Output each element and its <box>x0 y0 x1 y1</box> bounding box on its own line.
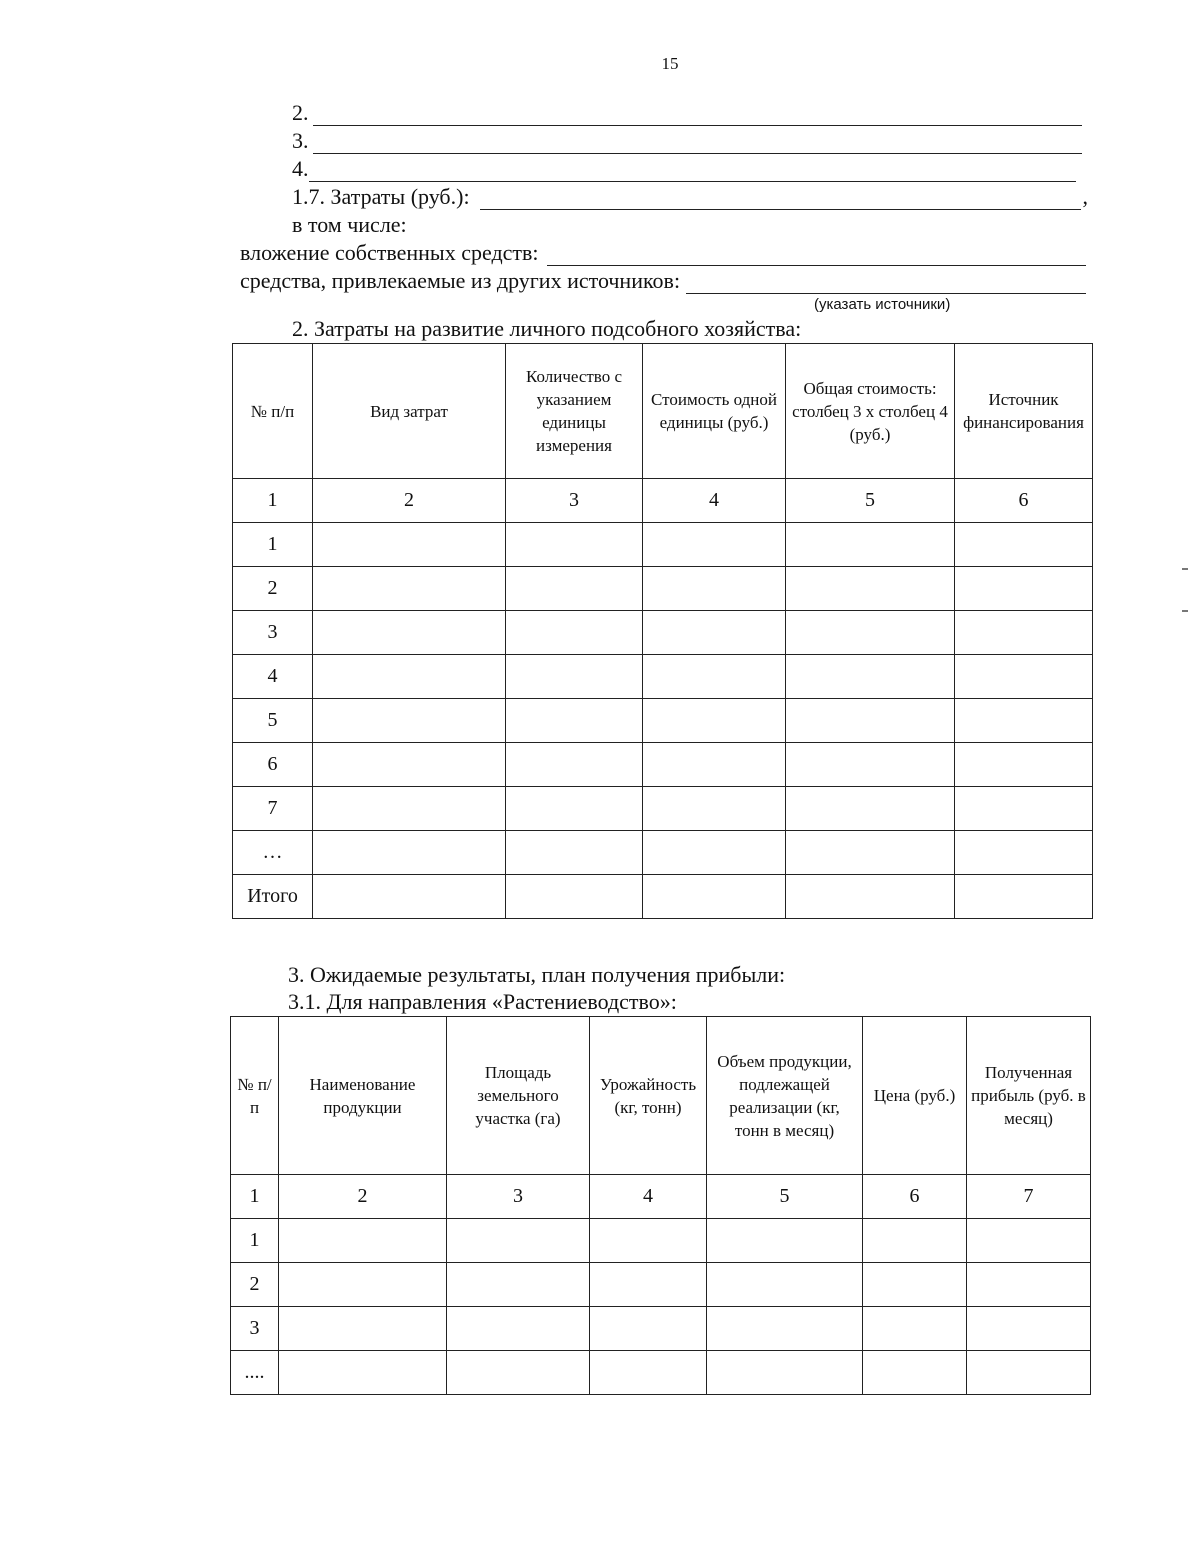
empty-cell[interactable] <box>786 523 955 567</box>
empty-cell[interactable] <box>313 831 506 875</box>
empty-cell[interactable] <box>643 655 786 699</box>
column-number-cell: 7 <box>967 1175 1091 1219</box>
empty-cell[interactable] <box>955 875 1093 919</box>
empty-cell[interactable] <box>955 611 1093 655</box>
row-number-cell: 1 <box>231 1219 279 1263</box>
table-row <box>233 787 1093 831</box>
empty-cell[interactable] <box>447 1219 590 1263</box>
empty-cell[interactable] <box>506 611 643 655</box>
header-cell: Источник финансирования <box>955 344 1093 479</box>
column-number-cell: 5 <box>786 479 955 523</box>
empty-cell[interactable] <box>313 699 506 743</box>
column-number-cell: 5 <box>707 1175 863 1219</box>
row-number-cell: 3 <box>233 611 313 655</box>
column-number-cell: 6 <box>955 479 1093 523</box>
header-cell: Наименование продукции <box>279 1017 447 1175</box>
empty-cell[interactable] <box>955 787 1093 831</box>
row-number-cell: 2 <box>233 567 313 611</box>
costs-line <box>292 184 1088 210</box>
empty-cell[interactable] <box>863 1351 967 1395</box>
crops-table <box>230 1016 1091 1395</box>
table-row <box>231 1219 1091 1263</box>
header-cell: Площадь земельного участка (га) <box>447 1017 590 1175</box>
header-cell: Полученная прибыль (руб. в месяц) <box>967 1017 1091 1175</box>
empty-cell[interactable] <box>707 1263 863 1307</box>
empty-cell[interactable] <box>643 743 786 787</box>
empty-cell[interactable] <box>279 1263 447 1307</box>
header-cell: Урожайность (кг, тонн) <box>590 1017 707 1175</box>
empty-cell[interactable] <box>447 1351 590 1395</box>
scan-mark <box>1182 610 1188 612</box>
empty-cell[interactable] <box>447 1263 590 1307</box>
other-funds-hint: (указать источники) <box>814 296 951 313</box>
column-number-cell: 4 <box>643 479 786 523</box>
empty-cell[interactable] <box>955 831 1093 875</box>
header-cell: № п/п <box>231 1017 279 1175</box>
table-row <box>231 1307 1091 1351</box>
numbered-line-2 <box>292 100 1082 126</box>
table-row <box>233 611 1093 655</box>
column-number-cell: 2 <box>279 1175 447 1219</box>
empty-cell[interactable] <box>786 831 955 875</box>
empty-cell[interactable] <box>313 875 506 919</box>
empty-cell[interactable] <box>506 875 643 919</box>
numbered-line-label: 4. <box>292 156 309 181</box>
column-number-cell: 3 <box>506 479 643 523</box>
empty-cell[interactable] <box>786 875 955 919</box>
section2-title: 2. Затраты на развитие личного подсобного хозяйства: <box>292 316 802 341</box>
table-row <box>233 655 1093 699</box>
empty-cell[interactable] <box>863 1219 967 1263</box>
column-number-cell: 3 <box>447 1175 590 1219</box>
table-row <box>233 523 1093 567</box>
empty-cell[interactable] <box>863 1263 967 1307</box>
empty-cell[interactable] <box>506 699 643 743</box>
empty-cell[interactable] <box>955 699 1093 743</box>
section31-title: 3.1. Для направления «Растениеводство»: <box>288 989 677 1014</box>
empty-cell[interactable] <box>863 1307 967 1351</box>
column-number-cell: 1 <box>233 479 313 523</box>
header-cell: Количество с указанием единицы измерения <box>506 344 643 479</box>
column-number-row <box>231 1175 1091 1219</box>
empty-cell[interactable] <box>786 611 955 655</box>
empty-cell[interactable] <box>643 567 786 611</box>
numbered-line-label: 3. <box>292 128 309 153</box>
own-funds-label: вложение собственных средств: <box>240 240 539 265</box>
empty-cell[interactable] <box>590 1351 707 1395</box>
empty-cell[interactable] <box>447 1307 590 1351</box>
table-row <box>233 831 1093 875</box>
header-cell: Стоимость одной единицы (руб.) <box>643 344 786 479</box>
column-number-row <box>233 479 1093 523</box>
costs-line-tail: , <box>1082 184 1088 209</box>
empty-cell[interactable] <box>279 1351 447 1395</box>
empty-cell[interactable] <box>707 1307 863 1351</box>
header-cell: Объем продукции, подлежащей реализации (кг, тонн в месяц) <box>707 1017 863 1175</box>
costs-table <box>232 343 1093 919</box>
empty-cell[interactable] <box>643 875 786 919</box>
empty-cell[interactable] <box>506 787 643 831</box>
empty-cell[interactable] <box>643 787 786 831</box>
blank-line <box>309 161 1077 182</box>
table-header-row <box>233 344 1093 479</box>
empty-cell[interactable] <box>506 831 643 875</box>
empty-cell[interactable] <box>786 699 955 743</box>
empty-cell[interactable] <box>955 523 1093 567</box>
numbered-line-3 <box>292 128 1082 154</box>
empty-cell[interactable] <box>786 567 955 611</box>
including-label: в том числе: <box>292 212 407 237</box>
empty-cell[interactable] <box>506 567 643 611</box>
row-number-cell: 7 <box>233 787 313 831</box>
row-number-cell: … <box>233 831 313 875</box>
table-row <box>231 1351 1091 1395</box>
empty-cell[interactable] <box>967 1219 1091 1263</box>
empty-cell[interactable] <box>590 1219 707 1263</box>
own-funds-line <box>240 240 1086 266</box>
table-row <box>233 699 1093 743</box>
empty-cell[interactable] <box>313 743 506 787</box>
empty-cell[interactable] <box>967 1351 1091 1395</box>
blank-line <box>313 105 1083 126</box>
numbered-line-label: 2. <box>292 100 309 125</box>
empty-cell[interactable] <box>707 1351 863 1395</box>
empty-cell[interactable] <box>643 611 786 655</box>
costs-line-label: 1.7. Затраты (руб.): <box>292 184 470 209</box>
row-number-cell: 6 <box>233 743 313 787</box>
table-row <box>231 1263 1091 1307</box>
empty-cell[interactable] <box>313 787 506 831</box>
column-number-cell: 1 <box>231 1175 279 1219</box>
table-total-row <box>233 875 1093 919</box>
table-row <box>233 743 1093 787</box>
other-funds-label: средства, привлекаемые из других источников: <box>240 268 681 293</box>
header-cell: Вид затрат <box>313 344 506 479</box>
empty-cell[interactable] <box>313 567 506 611</box>
row-number-cell: 1 <box>233 523 313 567</box>
empty-cell[interactable] <box>279 1307 447 1351</box>
blank-line <box>547 245 1086 266</box>
page-number: 15 <box>661 54 679 73</box>
column-number-cell: 6 <box>863 1175 967 1219</box>
header-cell: № п/п <box>233 344 313 479</box>
empty-cell[interactable] <box>643 699 786 743</box>
empty-cell[interactable] <box>786 655 955 699</box>
header-cell: Цена (руб.) <box>863 1017 967 1175</box>
other-funds-line <box>240 268 1086 294</box>
empty-cell[interactable] <box>313 611 506 655</box>
empty-cell[interactable] <box>506 523 643 567</box>
empty-cell[interactable] <box>967 1307 1091 1351</box>
empty-cell[interactable] <box>786 787 955 831</box>
row-number-cell: 2 <box>231 1263 279 1307</box>
empty-cell[interactable] <box>279 1219 447 1263</box>
empty-cell[interactable] <box>590 1307 707 1351</box>
empty-cell[interactable] <box>590 1263 707 1307</box>
empty-cell[interactable] <box>955 567 1093 611</box>
column-number-cell: 2 <box>313 479 506 523</box>
blank-line <box>686 273 1086 294</box>
empty-cell[interactable] <box>707 1219 863 1263</box>
row-number-cell: .... <box>231 1351 279 1395</box>
column-number-cell: 4 <box>590 1175 707 1219</box>
header-cell: Общая стоимость: столбец 3 х столбец 4 (руб.) <box>786 344 955 479</box>
total-label-cell: Итого <box>233 875 313 919</box>
section3-title: 3. Ожидаемые результаты, план получения прибыли: <box>288 962 786 987</box>
table-row <box>233 567 1093 611</box>
scan-mark <box>1182 568 1188 570</box>
row-number-cell: 5 <box>233 699 313 743</box>
empty-cell[interactable] <box>967 1263 1091 1307</box>
row-number-cell: 3 <box>231 1307 279 1351</box>
row-number-cell: 4 <box>233 655 313 699</box>
empty-cell[interactable] <box>643 831 786 875</box>
empty-cell[interactable] <box>506 743 643 787</box>
blank-line <box>480 189 1081 210</box>
empty-cell[interactable] <box>786 743 955 787</box>
empty-cell[interactable] <box>313 655 506 699</box>
numbered-line-4 <box>292 156 1076 182</box>
empty-cell[interactable] <box>955 655 1093 699</box>
empty-cell[interactable] <box>506 655 643 699</box>
table-header-row <box>231 1017 1091 1175</box>
empty-cell[interactable] <box>313 523 506 567</box>
blank-line <box>313 133 1083 154</box>
empty-cell[interactable] <box>643 523 786 567</box>
empty-cell[interactable] <box>955 743 1093 787</box>
